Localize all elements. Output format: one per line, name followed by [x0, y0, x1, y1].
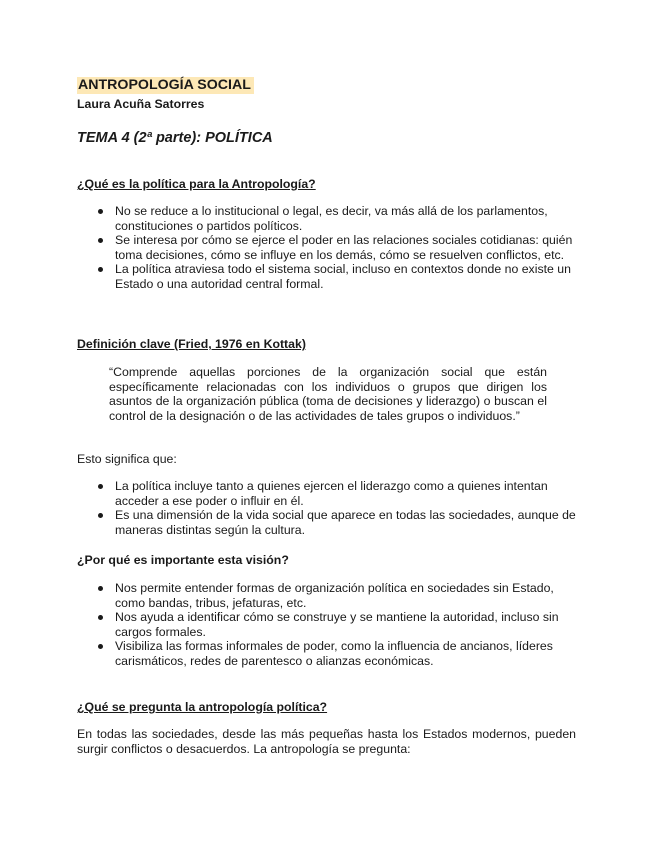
- section2-bullet-list: [96, 479, 581, 537]
- bullet-icon: [98, 615, 103, 620]
- definition-quote: “Comprende aquellas porciones de la organización social que están específicamente relacionadas con los individuos o grupos que dirigen los asuntos de la organización pública (toma de decisiones y liderazgo) o buscan el control de la designación o de las actividades de tales grupos o individuos.”: [109, 365, 547, 423]
- section1-bullet-list: [96, 204, 581, 292]
- section3-bullet-list: [96, 581, 581, 669]
- bullet-icon: [98, 238, 103, 243]
- section-heading-why-important: ¿Por qué es importante esta visión?: [77, 553, 289, 567]
- bullet-icon: [98, 484, 103, 489]
- section-heading-what-is-politics: ¿Qué es la política para la Antropología?: [77, 177, 316, 191]
- closing-paragraph: En todas las sociedades, desde las más pequeñas hasta los Estados modernos, pueden surgir conflictos o desacuerdos. La antropología se pregunta:: [77, 727, 576, 756]
- list-item-text: No se reduce a lo institucional o legal, es decir, va más allá de los parlamentos, constituciones o partidos políticos.: [115, 204, 548, 233]
- list-item-text: La política atraviesa todo el sistema social, incluso en contextos donde no existe un Estado o una autoridad central formal.: [115, 262, 571, 291]
- list-item: [96, 262, 581, 291]
- list-item: [96, 479, 581, 508]
- list-item-text: La política incluye tanto a quienes ejercen el liderazgo como a quienes intentan acceder a ese poder o influir en él.: [115, 479, 548, 508]
- list-item-text: Se interesa por cómo se ejerce el poder en las relaciones sociales cotidianas: quién toma decisiones, cómo se influye en los demás, cómo se resuelven conflictos, etc.: [115, 233, 573, 262]
- list-item-text: Visibiliza las formas informales de poder, como la influencia de ancianos, líderes carismáticos, redes de parentesco o alianzas económicas.: [115, 639, 553, 668]
- list-item-text: Nos permite entender formas de organización política en sociedades sin Estado, como bandas, tribus, jefaturas, etc.: [115, 581, 554, 610]
- section-heading-key-definition: Definición clave (Fried, 1976 en Kottak): [77, 337, 306, 351]
- bullet-icon: [98, 209, 103, 214]
- topic-heading: TEMA 4 (2ª parte): POLÍTICA: [77, 130, 273, 146]
- list-item: [96, 204, 581, 233]
- list-item: [96, 508, 581, 537]
- list-item-text: Nos ayuda a identificar cómo se construye y se mantiene la autoridad, incluso sin cargos formales.: [115, 610, 559, 639]
- bullet-icon: [98, 513, 103, 518]
- document-author: Laura Acuña Satorres: [77, 97, 205, 111]
- bullet-icon: [98, 586, 103, 591]
- list-item: [96, 233, 581, 262]
- bullet-icon: [98, 267, 103, 272]
- list-item: [96, 581, 581, 610]
- bullet-icon: [98, 644, 103, 649]
- list-item: [96, 610, 581, 639]
- intro-text: Esto significa que:: [77, 452, 177, 466]
- list-item: [96, 639, 581, 668]
- document-title: ANTROPOLOGÍA SOCIAL: [77, 77, 254, 94]
- list-item-text: Es una dimensión de la vida social que aparece en todas las sociedades, aunque de maneras distintas según la cultura.: [115, 508, 576, 537]
- section-heading-political-anthropology-questions: ¿Qué se pregunta la antropología política?: [77, 700, 328, 714]
